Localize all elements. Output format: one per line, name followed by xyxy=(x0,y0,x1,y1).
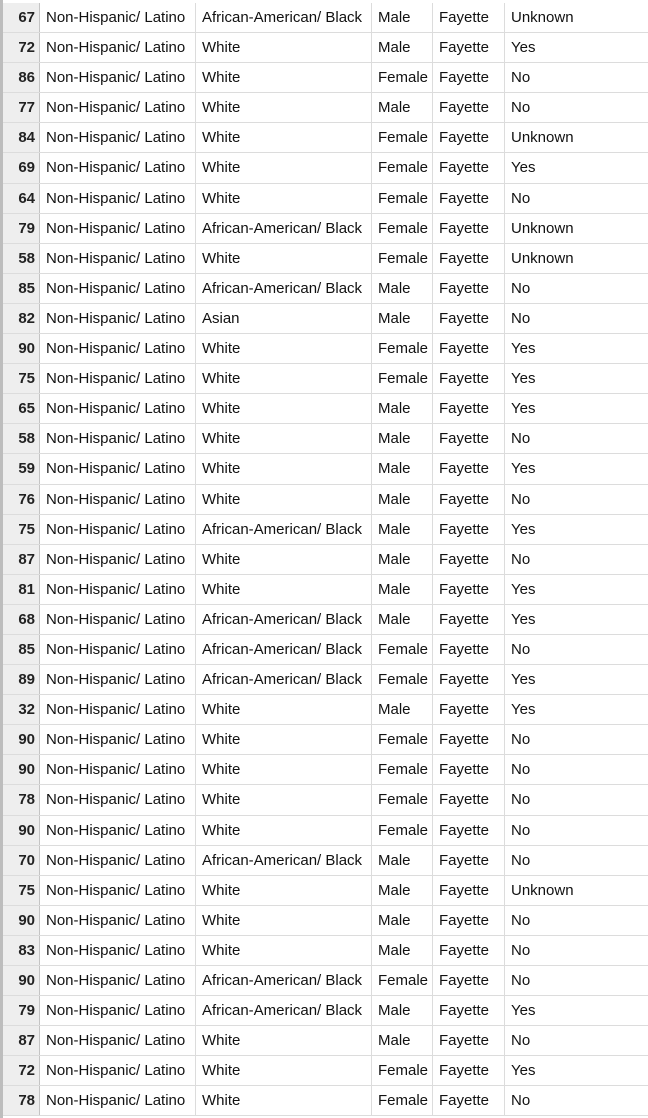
age-cell[interactable]: 75 xyxy=(3,876,40,905)
status-cell[interactable]: Yes xyxy=(511,520,536,538)
ethnicity-cell[interactable]: Non-Hispanic/ Latino xyxy=(40,485,196,514)
ethnicity-cell[interactable]: Non-Hispanic/ Latino xyxy=(40,33,196,62)
ethnicity-cell[interactable]: Non-Hispanic/ Latino xyxy=(40,515,196,544)
sex-cell[interactable]: Female xyxy=(372,184,433,213)
sex-cell[interactable]: Female xyxy=(372,755,433,784)
race-cell[interactable]: White xyxy=(196,123,372,152)
ethnicity-cell[interactable]: Non-Hispanic/ Latino xyxy=(40,545,196,574)
table-row xyxy=(3,906,648,936)
ethnicity-cell[interactable]: Non-Hispanic/ Latino xyxy=(40,575,196,604)
status-cell[interactable]: Yes xyxy=(511,671,536,689)
race-cell[interactable]: White xyxy=(196,906,372,935)
ethnicity-cell[interactable]: Non-Hispanic/ Latino xyxy=(40,695,196,724)
ethnicity-cell[interactable]: Non-Hispanic/ Latino xyxy=(40,635,196,664)
sex-cell[interactable]: Male xyxy=(372,996,433,1025)
status-cell[interactable]: No xyxy=(511,640,531,658)
ethnicity-cell[interactable]: Non-Hispanic/ Latino xyxy=(40,153,196,182)
status-cell[interactable]: Yes xyxy=(511,460,536,478)
table-row xyxy=(3,485,648,515)
age-cell[interactable]: 90 xyxy=(3,725,40,754)
ethnicity-cell[interactable]: Non-Hispanic/ Latino xyxy=(40,334,196,363)
county-cell[interactable]: Fayette xyxy=(433,1056,505,1085)
status-cell[interactable]: No xyxy=(511,430,531,448)
race-cell[interactable]: White xyxy=(196,184,372,213)
table-row xyxy=(3,545,648,575)
table-row xyxy=(3,755,648,785)
race-cell[interactable]: African-American/ Black xyxy=(196,665,372,694)
county-cell[interactable]: Fayette xyxy=(433,33,505,62)
race-cell[interactable]: African-American/ Black xyxy=(196,966,372,995)
ethnicity-cell[interactable]: Non-Hispanic/ Latino xyxy=(40,906,196,935)
ethnicity-cell[interactable]: Non-Hispanic/ Latino xyxy=(40,424,196,453)
county-cell[interactable]: Fayette xyxy=(433,605,505,634)
status-cell[interactable]: Yes xyxy=(511,610,536,628)
age-cell[interactable]: 81 xyxy=(3,575,40,604)
status-cell[interactable]: No xyxy=(511,821,531,839)
county-cell[interactable]: Fayette xyxy=(433,153,505,182)
age-cell[interactable]: 32 xyxy=(3,695,40,724)
sex-cell[interactable]: Male xyxy=(372,454,433,483)
table-row xyxy=(3,184,648,214)
sex-cell[interactable]: Male xyxy=(372,876,433,905)
ethnicity-cell[interactable]: Non-Hispanic/ Latino xyxy=(40,1056,196,1085)
race-cell[interactable]: White xyxy=(196,33,372,62)
race-cell[interactable]: White xyxy=(196,424,372,453)
table-row xyxy=(3,996,648,1026)
status-cell[interactable]: Yes xyxy=(511,39,536,57)
ethnicity-cell[interactable]: Non-Hispanic/ Latino xyxy=(40,304,196,333)
age-cell[interactable]: 76 xyxy=(3,485,40,514)
age-cell[interactable]: 87 xyxy=(3,1026,40,1055)
race-cell[interactable]: African-American/ Black xyxy=(196,3,372,32)
age-cell[interactable]: 90 xyxy=(3,755,40,784)
ethnicity-cell[interactable]: Non-Hispanic/ Latino xyxy=(40,364,196,393)
sex-cell[interactable]: Female xyxy=(372,244,433,273)
ethnicity-cell[interactable]: Non-Hispanic/ Latino xyxy=(40,755,196,784)
ethnicity-cell[interactable]: Non-Hispanic/ Latino xyxy=(40,184,196,213)
race-cell[interactable]: African-American/ Black xyxy=(196,214,372,243)
race-cell[interactable]: White xyxy=(196,244,372,273)
age-cell[interactable]: 78 xyxy=(3,785,40,814)
status-cell[interactable]: No xyxy=(511,911,531,929)
status-cell[interactable]: No xyxy=(511,279,531,297)
sex-cell[interactable]: Male xyxy=(372,394,433,423)
county-cell[interactable]: Fayette xyxy=(433,364,505,393)
age-cell[interactable]: 90 xyxy=(3,816,40,845)
status-cell[interactable]: No xyxy=(511,972,531,989)
county-cell[interactable]: Fayette xyxy=(433,334,505,363)
ethnicity-cell[interactable]: Non-Hispanic/ Latino xyxy=(40,3,196,32)
sex-cell[interactable]: Male xyxy=(372,424,433,453)
ethnicity-cell[interactable]: Non-Hispanic/ Latino xyxy=(40,214,196,243)
age-cell[interactable]: 59 xyxy=(3,454,40,483)
ethnicity-cell[interactable]: Non-Hispanic/ Latino xyxy=(40,725,196,754)
county-cell[interactable]: Fayette xyxy=(433,996,505,1025)
county-cell[interactable]: Fayette xyxy=(433,1026,505,1055)
status-cell[interactable]: No xyxy=(511,761,531,779)
county-cell[interactable]: Fayette xyxy=(433,63,505,92)
sex-cell[interactable]: Female xyxy=(372,1086,433,1115)
table-row xyxy=(3,123,648,153)
race-cell[interactable]: White xyxy=(196,454,372,483)
race-cell[interactable]: White xyxy=(196,1026,372,1055)
status-cell[interactable]: Yes xyxy=(511,159,536,177)
race-cell[interactable]: White xyxy=(196,364,372,393)
table-row xyxy=(3,153,648,183)
race-cell[interactable]: White xyxy=(196,695,372,724)
table-row xyxy=(3,454,648,484)
status-cell[interactable]: No xyxy=(511,1092,531,1110)
sex-cell[interactable]: Female xyxy=(372,725,433,754)
county-cell[interactable]: Fayette xyxy=(433,936,505,965)
sex-cell[interactable]: Female xyxy=(372,334,433,363)
county-cell[interactable]: Fayette xyxy=(433,304,505,333)
county-cell[interactable]: Fayette xyxy=(433,725,505,754)
race-cell[interactable]: African-American/ Black xyxy=(196,274,372,303)
age-cell[interactable]: 72 xyxy=(3,1056,40,1085)
status-cell[interactable]: No xyxy=(511,791,531,809)
county-cell[interactable]: Fayette xyxy=(433,785,505,814)
status-cell[interactable]: Yes xyxy=(511,1062,536,1080)
sex-cell[interactable]: Male xyxy=(372,906,433,935)
table-row xyxy=(3,3,648,33)
table-row xyxy=(3,846,648,876)
sex-cell[interactable]: Male xyxy=(372,846,433,875)
table-row xyxy=(3,936,648,966)
age-cell[interactable]: 65 xyxy=(3,394,40,423)
race-cell[interactable]: White xyxy=(196,485,372,514)
sex-cell[interactable]: Male xyxy=(372,605,433,634)
table-row xyxy=(3,785,648,815)
county-cell[interactable]: Fayette xyxy=(433,816,505,845)
age-cell[interactable]: 89 xyxy=(3,665,40,694)
sex-cell[interactable]: Female xyxy=(372,63,433,92)
table-row xyxy=(3,63,648,93)
age-cell[interactable]: 90 xyxy=(3,906,40,935)
age-cell[interactable]: 90 xyxy=(3,334,40,363)
age-cell[interactable]: 79 xyxy=(3,214,40,243)
ethnicity-cell[interactable]: Non-Hispanic/ Latino xyxy=(40,454,196,483)
age-cell[interactable]: 58 xyxy=(3,244,40,273)
table-row xyxy=(3,725,648,755)
sex-cell[interactable]: Female xyxy=(372,785,433,814)
age-cell[interactable]: 70 xyxy=(3,846,40,875)
sex-cell[interactable]: Male xyxy=(372,3,433,32)
status-cell[interactable]: Yes xyxy=(511,580,536,598)
status-cell[interactable]: No xyxy=(511,851,531,869)
race-cell[interactable]: African-American/ Black xyxy=(196,996,372,1025)
status-cell[interactable]: No xyxy=(511,1032,531,1050)
status-cell[interactable]: No xyxy=(511,941,531,959)
ethnicity-cell[interactable]: Non-Hispanic/ Latino xyxy=(40,876,196,905)
table-row xyxy=(3,605,648,635)
sex-cell[interactable]: Female xyxy=(372,816,433,845)
sex-cell[interactable]: Male xyxy=(372,485,433,514)
sex-cell[interactable]: Female xyxy=(372,635,433,664)
table-row xyxy=(3,274,648,304)
status-cell[interactable]: No xyxy=(511,550,531,568)
table-row xyxy=(3,575,648,605)
table-row xyxy=(3,364,648,394)
race-cell[interactable]: Asian xyxy=(196,304,372,333)
age-cell[interactable]: 83 xyxy=(3,936,40,965)
county-cell[interactable]: Fayette xyxy=(433,665,505,694)
county-cell[interactable]: Fayette xyxy=(433,966,505,995)
county-cell[interactable]: Fayette xyxy=(433,424,505,453)
sex-cell[interactable]: Male xyxy=(372,695,433,724)
ethnicity-cell[interactable]: Non-Hispanic/ Latino xyxy=(40,996,196,1025)
age-cell[interactable]: 58 xyxy=(3,424,40,453)
race-cell[interactable]: White xyxy=(196,334,372,363)
county-cell[interactable]: Fayette xyxy=(433,906,505,935)
table-row xyxy=(3,966,648,996)
age-cell[interactable]: 85 xyxy=(3,635,40,664)
ethnicity-cell[interactable]: Non-Hispanic/ Latino xyxy=(40,846,196,875)
table-row xyxy=(3,424,648,454)
ethnicity-cell[interactable]: Non-Hispanic/ Latino xyxy=(40,63,196,92)
ethnicity-cell[interactable]: Non-Hispanic/ Latino xyxy=(40,123,196,152)
sex-cell[interactable]: Male xyxy=(372,515,433,544)
county-cell[interactable]: Fayette xyxy=(433,123,505,152)
age-cell[interactable]: 87 xyxy=(3,545,40,574)
county-cell[interactable]: Fayette xyxy=(433,244,505,273)
data-table xyxy=(3,3,648,1116)
race-cell[interactable]: White xyxy=(196,1056,372,1085)
sex-cell[interactable]: Female xyxy=(372,123,433,152)
county-cell[interactable]: Fayette xyxy=(433,485,505,514)
county-cell[interactable]: Fayette xyxy=(433,214,505,243)
sex-cell[interactable]: Female xyxy=(372,153,433,182)
race-cell[interactable]: White xyxy=(196,876,372,905)
sex-cell[interactable]: Female xyxy=(372,1056,433,1085)
table-row xyxy=(3,695,648,725)
race-cell[interactable]: White xyxy=(196,936,372,965)
race-cell[interactable]: White xyxy=(196,394,372,423)
sex-cell[interactable]: Male xyxy=(372,33,433,62)
county-cell[interactable]: Fayette xyxy=(433,515,505,544)
ethnicity-cell[interactable]: Non-Hispanic/ Latino xyxy=(40,665,196,694)
ethnicity-cell[interactable]: Non-Hispanic/ Latino xyxy=(40,274,196,303)
race-cell[interactable]: African-American/ Black xyxy=(196,515,372,544)
age-cell[interactable]: 67 xyxy=(3,3,40,32)
status-cell[interactable]: Unknown xyxy=(511,219,574,237)
table-row xyxy=(3,93,648,123)
table-row xyxy=(3,1086,648,1116)
status-cell[interactable]: Yes xyxy=(511,400,536,418)
age-cell[interactable]: 84 xyxy=(3,123,40,152)
race-cell[interactable]: White xyxy=(196,575,372,604)
age-cell[interactable]: 82 xyxy=(3,304,40,333)
sex-cell[interactable]: Male xyxy=(372,575,433,604)
sex-cell[interactable]: Male xyxy=(372,304,433,333)
county-cell[interactable]: Fayette xyxy=(433,93,505,122)
ethnicity-cell[interactable]: Non-Hispanic/ Latino xyxy=(40,966,196,995)
table-row xyxy=(3,394,648,424)
sex-cell[interactable]: Male xyxy=(372,1026,433,1055)
county-cell[interactable]: Fayette xyxy=(433,1086,505,1115)
sex-cell[interactable]: Female xyxy=(372,364,433,393)
sex-cell[interactable]: Male xyxy=(372,545,433,574)
table-row xyxy=(3,214,648,244)
table-row xyxy=(3,304,648,334)
table-row xyxy=(3,816,648,846)
county-cell[interactable]: Fayette xyxy=(433,876,505,905)
sex-cell[interactable]: Female xyxy=(372,214,433,243)
county-cell[interactable]: Fayette xyxy=(433,3,505,32)
ethnicity-cell[interactable]: Non-Hispanic/ Latino xyxy=(40,93,196,122)
ethnicity-cell[interactable]: Non-Hispanic/ Latino xyxy=(40,816,196,845)
county-cell[interactable]: Fayette xyxy=(433,545,505,574)
race-cell[interactable]: White xyxy=(196,725,372,754)
county-cell[interactable]: Fayette xyxy=(433,695,505,724)
county-cell[interactable]: Fayette xyxy=(433,635,505,664)
race-cell[interactable]: White xyxy=(196,93,372,122)
county-cell[interactable]: Fayette xyxy=(433,846,505,875)
sex-cell[interactable]: Male xyxy=(372,936,433,965)
sex-cell[interactable]: Female xyxy=(372,966,433,995)
age-cell[interactable]: 75 xyxy=(3,364,40,393)
status-cell[interactable]: Unknown xyxy=(511,129,574,147)
status-cell[interactable]: Unknown xyxy=(511,881,574,899)
status-cell[interactable]: No xyxy=(511,309,531,327)
table-row xyxy=(3,1026,648,1056)
age-cell[interactable]: 85 xyxy=(3,274,40,303)
status-cell[interactable]: Yes xyxy=(511,340,536,358)
sex-cell[interactable]: Male xyxy=(372,93,433,122)
table-row xyxy=(3,515,648,545)
table-row xyxy=(3,1056,648,1086)
race-cell[interactable]: White xyxy=(196,545,372,574)
age-cell[interactable]: 75 xyxy=(3,515,40,544)
race-cell[interactable]: African-American/ Black xyxy=(196,635,372,664)
status-cell[interactable]: No xyxy=(511,99,531,117)
table-row xyxy=(3,665,648,695)
table-row xyxy=(3,334,648,364)
race-cell[interactable]: White xyxy=(196,63,372,92)
race-cell[interactable]: White xyxy=(196,816,372,845)
status-cell[interactable]: Unknown xyxy=(511,249,574,267)
ethnicity-cell[interactable]: Non-Hispanic/ Latino xyxy=(40,605,196,634)
status-cell[interactable]: Yes xyxy=(511,1002,536,1020)
table-row xyxy=(3,876,648,906)
status-cell[interactable]: No xyxy=(511,490,531,508)
status-cell[interactable]: No xyxy=(511,69,531,87)
status-cell[interactable]: No xyxy=(511,731,531,749)
age-cell[interactable]: 90 xyxy=(3,966,40,995)
county-cell[interactable]: Fayette xyxy=(433,184,505,213)
county-cell[interactable]: Fayette xyxy=(433,575,505,604)
county-cell[interactable]: Fayette xyxy=(433,755,505,784)
sex-cell[interactable]: Male xyxy=(372,274,433,303)
table-row xyxy=(3,244,648,274)
ethnicity-cell[interactable]: Non-Hispanic/ Latino xyxy=(40,936,196,965)
age-cell[interactable]: 86 xyxy=(3,63,40,92)
table-row xyxy=(3,635,648,665)
ethnicity-cell[interactable]: Non-Hispanic/ Latino xyxy=(40,394,196,423)
age-cell[interactable]: 69 xyxy=(3,153,40,182)
race-cell[interactable]: African-American/ Black xyxy=(196,605,372,634)
age-cell[interactable]: 72 xyxy=(3,33,40,62)
race-cell[interactable]: White xyxy=(196,1086,372,1115)
status-cell[interactable]: Yes xyxy=(511,701,536,719)
age-cell[interactable]: 68 xyxy=(3,605,40,634)
ethnicity-cell[interactable]: Non-Hispanic/ Latino xyxy=(40,785,196,814)
status-cell[interactable]: Unknown xyxy=(511,9,574,26)
county-cell[interactable]: Fayette xyxy=(433,454,505,483)
race-cell[interactable]: White xyxy=(196,153,372,182)
table-row xyxy=(3,33,648,63)
ethnicity-cell[interactable]: Non-Hispanic/ Latino xyxy=(40,1026,196,1055)
sex-cell[interactable]: Female xyxy=(372,665,433,694)
race-cell[interactable]: African-American/ Black xyxy=(196,846,372,875)
ethnicity-cell[interactable]: Non-Hispanic/ Latino xyxy=(40,1086,196,1115)
ethnicity-cell[interactable]: Non-Hispanic/ Latino xyxy=(40,244,196,273)
age-cell[interactable]: 78 xyxy=(3,1086,40,1115)
county-cell[interactable]: Fayette xyxy=(433,274,505,303)
age-cell[interactable]: 64 xyxy=(3,184,40,213)
status-cell[interactable]: No xyxy=(511,189,531,207)
status-cell[interactable]: Yes xyxy=(511,370,536,388)
age-cell[interactable]: 77 xyxy=(3,93,40,122)
race-cell[interactable]: White xyxy=(196,755,372,784)
age-cell[interactable]: 79 xyxy=(3,996,40,1025)
county-cell[interactable]: Fayette xyxy=(433,394,505,423)
race-cell[interactable]: White xyxy=(196,785,372,814)
